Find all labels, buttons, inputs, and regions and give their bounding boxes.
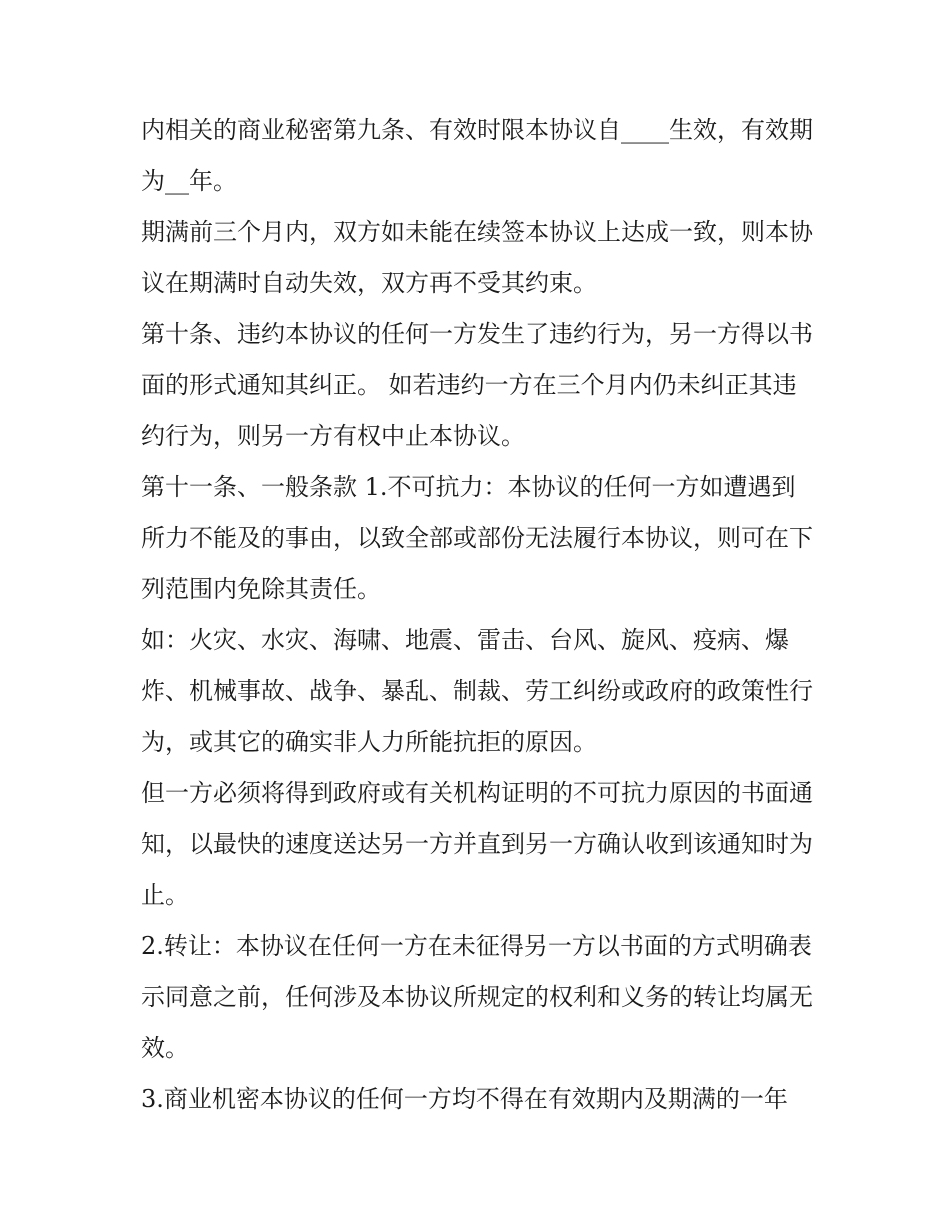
paragraph-force-majeure-notice: 但一方必须将得到政府或有关机构证明的不可抗力原因的书面通知，以最快的速度送达另一方并直到另一方确认收到该通知时为止。 [141,779,813,909]
paragraph-transfer: 2.转让：本协议在任何一方在未征得另一方以书面的方式明确表示同意之前，任何涉及本协议所规定的权利和义务的转让均属无效。 [141,932,813,1062]
document-body [141,105,813,1125]
paragraph-force-majeure-examples: 如：火灾、水灾、海啸、地震、雷击、台风、旋风、疫病、爆炸、机械事故、战争、暴乱、制裁、劳工纠纷或政府的政策性行为，或其它的确实非人力所能抗拒的原因。 [141,626,813,756]
paragraph-renewal: 期满前三个月内，双方如未能在续签本协议上达成一致，则本协议在期满时自动失效，双方再不受其约束。 [141,218,813,297]
paragraph-validity-term: 内相关的商业秘密第九条、有效时限本协议自____生效，有效期为__年。 [141,116,813,195]
paragraph-force-majeure: 第十一条、一般条款 1.不可抗力：本协议的任何一方如遭遇到所力不能及的事由，以致全部或部份无法履行本协议，则可在下列范围内免除其责任。 [141,473,813,603]
paragraph-trade-secret: 3.商业机密本协议的任何一方均不得在有效期内及期满的一年 [141,1085,788,1113]
paragraph-breach: 第十条、违约本协议的任何一方发生了违约行为，另一方得以书面的形式通知其纠正。 如若违约一方在三个月内仍未纠正其违约行为，则另一方有权中止本协议。 [141,320,813,450]
